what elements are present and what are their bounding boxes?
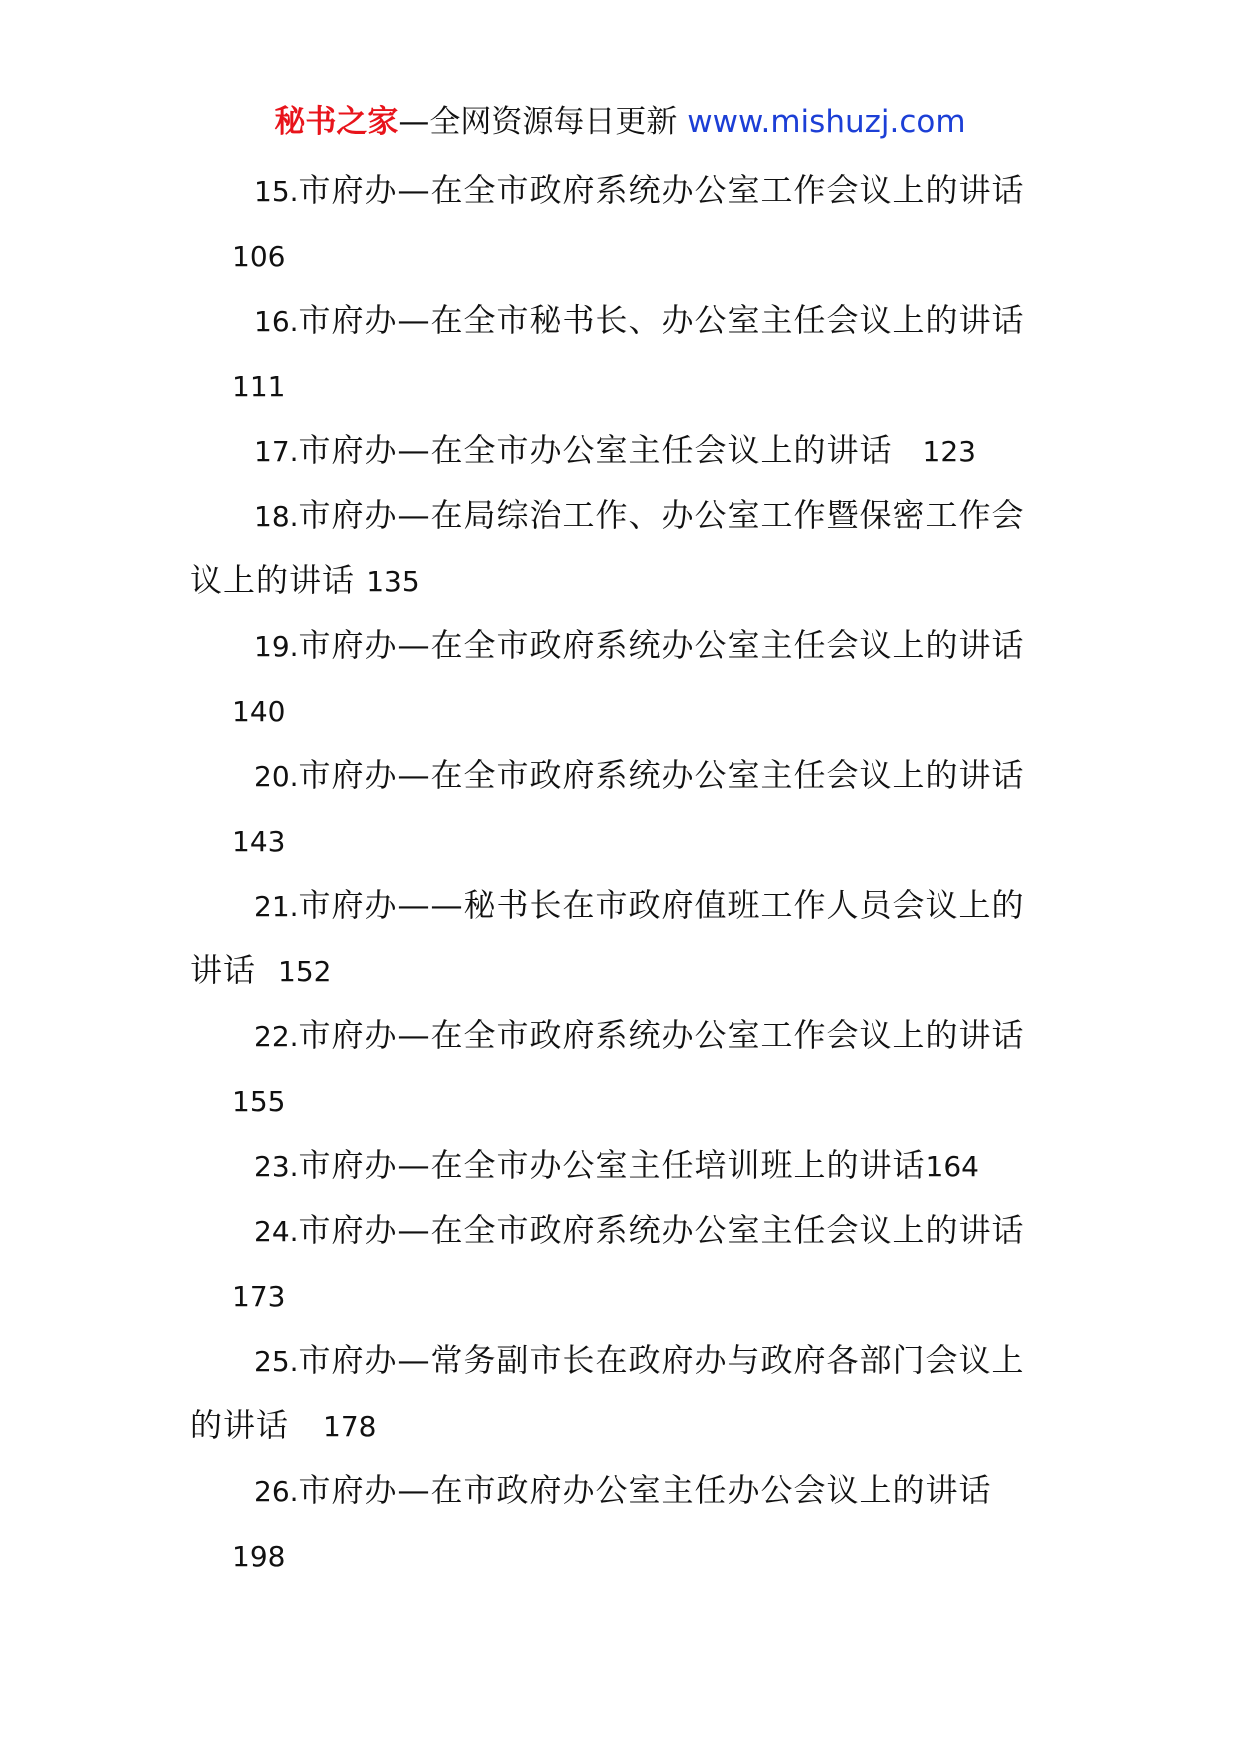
toc-entry-title: 市府办—在全市政府系统办公室工作会议上的讲话 bbox=[298, 1016, 1025, 1054]
toc-entry-number: 19. bbox=[254, 630, 299, 663]
toc-entry-title-continued: 讲话 bbox=[190, 951, 257, 989]
toc-entry-number: 25. bbox=[254, 1345, 299, 1378]
toc-entry-page: 106 bbox=[232, 240, 286, 273]
page-header bbox=[0, 102, 1240, 142]
toc-entry-page: 140 bbox=[232, 695, 286, 728]
toc-entry-15-page-line bbox=[190, 223, 1056, 288]
toc-entry-number: 15. bbox=[254, 175, 299, 208]
toc-entry-22 bbox=[190, 1003, 1056, 1068]
toc-entry-number: 24. bbox=[254, 1215, 299, 1248]
toc-entry-title-continued: 的讲话 bbox=[190, 1406, 290, 1444]
toc-entry-19 bbox=[190, 613, 1056, 678]
toc-entry-26-page-line bbox=[190, 1523, 1056, 1588]
toc-entry-page: 198 bbox=[232, 1540, 286, 1573]
toc-entry-page: 164 bbox=[925, 1150, 979, 1183]
toc-entry-page: 135 bbox=[366, 565, 420, 598]
toc-entry-20-page-line bbox=[190, 808, 1056, 873]
toc-entry-24 bbox=[190, 1198, 1056, 1263]
header-brand: 秘书之家 bbox=[274, 104, 399, 140]
toc-entry-21-continuation bbox=[190, 938, 1056, 1003]
toc-entry-title: 市府办—在全市政府系统办公室工作会议上的讲话 bbox=[298, 171, 1025, 209]
toc-entry-page: 178 bbox=[323, 1410, 377, 1443]
toc-entry-number: 23. bbox=[254, 1150, 299, 1183]
toc-entry-title: 市府办—常务副市长在政府办与政府各部门会议上 bbox=[298, 1341, 1025, 1379]
toc-entry-number: 26. bbox=[254, 1475, 299, 1508]
table-of-contents bbox=[190, 158, 1056, 1588]
toc-entry-17 bbox=[190, 418, 1056, 483]
toc-entry-number: 20. bbox=[254, 760, 299, 793]
toc-entry-25 bbox=[190, 1328, 1056, 1393]
toc-entry-number: 17. bbox=[254, 435, 299, 468]
toc-entry-15 bbox=[190, 158, 1056, 223]
toc-entry-title: 市府办—在全市办公室主任培训班上的讲话 bbox=[298, 1146, 926, 1184]
toc-entry-page: 155 bbox=[232, 1085, 286, 1118]
toc-entry-24-page-line bbox=[190, 1263, 1056, 1328]
toc-entry-18-continuation bbox=[190, 548, 1056, 613]
toc-entry-20 bbox=[190, 743, 1056, 808]
toc-entry-title: 市府办—在全市政府系统办公室主任会议上的讲话 bbox=[298, 626, 1025, 664]
toc-entry-16 bbox=[190, 288, 1056, 353]
toc-entry-26 bbox=[190, 1458, 1056, 1523]
toc-entry-page: 123 bbox=[922, 435, 976, 468]
toc-entry-23 bbox=[190, 1133, 1056, 1198]
toc-entry-title: 市府办—在局综治工作、办公室工作暨保密工作会 bbox=[298, 496, 1025, 534]
toc-entry-18 bbox=[190, 483, 1056, 548]
header-tagline: —全网资源每日更新 bbox=[398, 104, 678, 140]
toc-entry-number: 18. bbox=[254, 500, 299, 533]
toc-entry-title: 市府办—在全市办公室主任会议上的讲话 bbox=[298, 431, 893, 469]
toc-entry-page: 152 bbox=[278, 955, 332, 988]
toc-entry-25-continuation bbox=[190, 1393, 1056, 1458]
toc-entry-title: 市府办—在全市政府系统办公室主任会议上的讲话 bbox=[298, 756, 1025, 794]
header-url-link[interactable]: www.mishuzj.com bbox=[687, 104, 966, 140]
toc-entry-title-continued: 议上的讲话 bbox=[190, 561, 356, 599]
toc-entry-page: 111 bbox=[232, 370, 286, 403]
toc-entry-title: 市府办—在市政府办公室主任办公会议上的讲话 bbox=[298, 1471, 992, 1509]
toc-entry-16-page-line bbox=[190, 353, 1056, 418]
toc-entry-title: 市府办—在全市政府系统办公室主任会议上的讲话 bbox=[298, 1211, 1025, 1249]
toc-entry-19-page-line bbox=[190, 678, 1056, 743]
toc-entry-page: 143 bbox=[232, 825, 286, 858]
toc-entry-page: 173 bbox=[232, 1280, 286, 1313]
toc-entry-number: 16. bbox=[254, 305, 299, 338]
toc-entry-number: 21. bbox=[254, 890, 299, 923]
toc-entry-title: 市府办——秘书长在市政府值班工作人员会议上的 bbox=[298, 886, 1025, 924]
toc-entry-number: 22. bbox=[254, 1020, 299, 1053]
toc-entry-title: 市府办—在全市秘书长、办公室主任会议上的讲话 bbox=[298, 301, 1025, 339]
toc-entry-21 bbox=[190, 873, 1056, 938]
toc-entry-22-page-line bbox=[190, 1068, 1056, 1133]
